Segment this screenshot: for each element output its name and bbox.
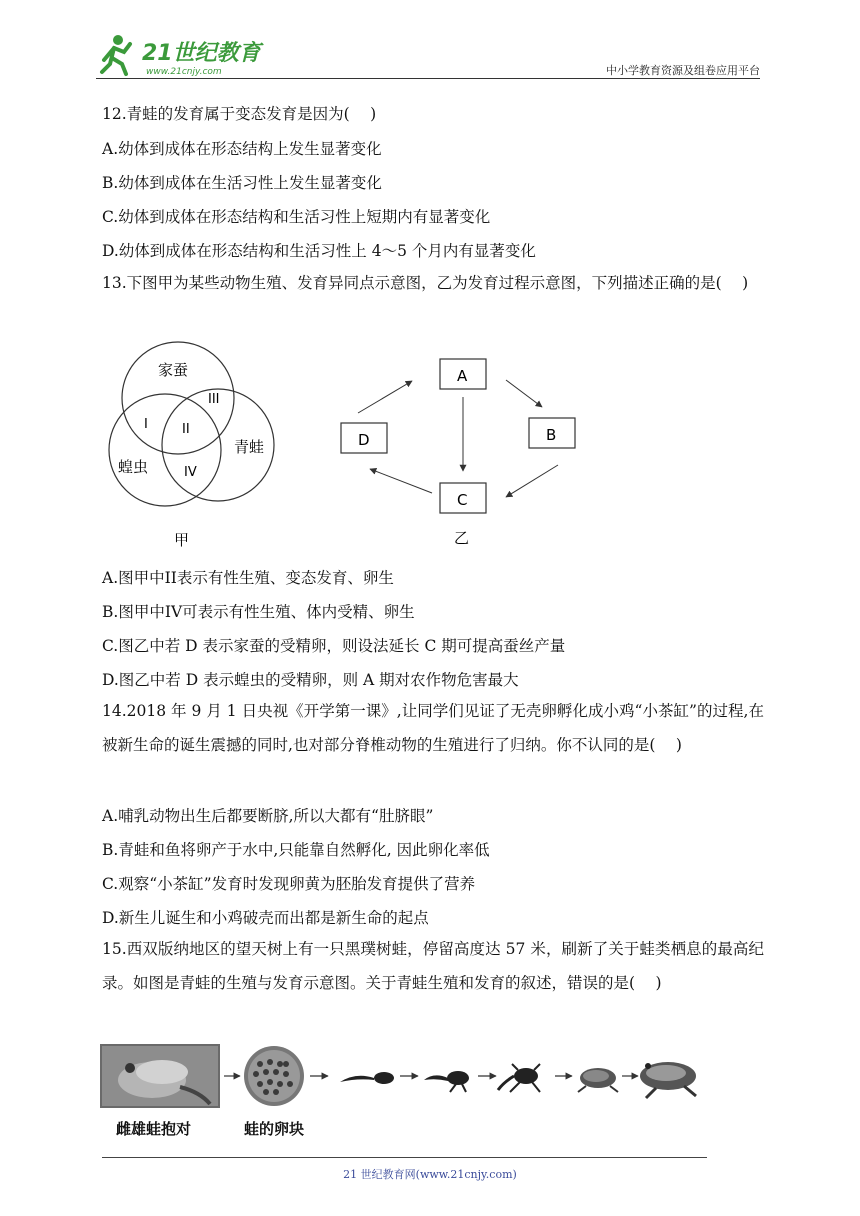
q12-option-c: C.幼体到成体在形态结构和生活习性上短期内有显著变化	[102, 208, 491, 226]
cycle-diagram	[330, 345, 590, 550]
region-3: III	[208, 392, 220, 407]
footer-divider	[102, 1157, 707, 1158]
tadpole-legs-icon	[424, 1071, 469, 1092]
q14-option-a: A.哺乳动物出生后都要断脐,所以大都有“肚脐眼”	[102, 807, 434, 825]
q14-option-c: C.观察“小茶缸”发育时发现卵黄为胚胎发育提供了营养	[102, 875, 476, 893]
platform-name: 中小学教育资源及组卷应用平台	[606, 64, 760, 77]
region-2: II	[182, 422, 190, 437]
caption-jia: 甲	[174, 531, 190, 549]
q13-option-a: A.图甲中II表示有性生殖、变态发育、卵生	[102, 569, 394, 587]
arrow-a-b	[506, 380, 542, 407]
q14-stem: 14.2018 年 9 月 1 日央视《开学第一课》,让同学们见证了无壳卵孵化成小鸡“小茶缸”的过程,在被新生命的诞生震撼的同时,也对部分脊椎动物的生殖进行了归纳。你不认同的是( )	[102, 702, 764, 754]
young-frog-icon	[578, 1068, 618, 1092]
q15-stem: 15.西双版纳地区的望天树上有一只黑璞树蛙，停留高度达 57 米，刷新了关于蛙类栖息的最高纪录。如图是青蛙的生殖与发育示意图。关于青蛙生殖和发育的叙述，错误的是( )	[102, 940, 764, 992]
page-header	[96, 30, 760, 80]
q12-option-a: A.幼体到成体在形态结构上发生显著变化	[102, 140, 382, 158]
venn-circle-locust	[109, 394, 221, 506]
arrow-c-d	[370, 469, 432, 493]
frog-development-figure	[100, 1042, 710, 1112]
q14-option-d: D.新生儿诞生和小鸡破壳而出都是新生命的起点	[102, 909, 429, 927]
q12-option-d: D.幼体到成体在形态结构和生活习性上 4～5 个月内有显著变化	[102, 242, 536, 260]
caption-egg-mass: 蛙的卵块	[244, 1120, 305, 1138]
q14-option-b: B.青蛙和鱼将卵产于水中,只能靠自然孵化, 因此卵化率低	[102, 841, 490, 859]
venn-diagram	[100, 340, 290, 550]
tadpole-icon	[340, 1072, 394, 1084]
arrow-b-c	[506, 465, 558, 497]
q13-option-b: B.图甲中IV可表示有性生殖、体内受精、卵生	[102, 603, 415, 621]
label-locust: 蝗虫	[118, 458, 149, 476]
svg-text:C: C	[457, 491, 468, 509]
q13-option-c: C.图乙中若 D 表示家蚕的受精卵，则设法延长 C 期可提高蚕丝产量	[102, 637, 566, 655]
header-divider	[96, 78, 760, 79]
mating-frogs-photo	[100, 1044, 220, 1108]
froglet-tail-icon	[498, 1064, 540, 1092]
caption-yi: 乙	[454, 529, 470, 547]
svg-text:D: D	[358, 431, 370, 449]
label-frog: 青蛙	[234, 438, 265, 456]
egg-mass-icon	[244, 1046, 304, 1106]
svg-text:B: B	[546, 426, 557, 444]
caption-mating-frogs: 雌雄蛙抱对	[116, 1120, 192, 1138]
region-4: IV	[184, 465, 197, 480]
svg-text:A: A	[457, 367, 468, 385]
logo	[96, 30, 276, 78]
label-silkworm: 家蚕	[158, 361, 189, 379]
region-1: I	[144, 417, 148, 432]
runner-icon	[102, 35, 130, 74]
q13-stem: 13.下图甲为某些动物生殖、发育异同点示意图，乙为发育过程示意图，下列描述正确的是( )	[102, 274, 749, 292]
adult-frog-icon	[640, 1062, 696, 1098]
q12-stem: 12.青蛙的发育属于变态发育是因为( )	[102, 105, 377, 123]
svg-text:21世纪教育: 21世纪教育	[142, 41, 261, 66]
arrow-d-a	[358, 381, 412, 413]
q13-option-d: D.图乙中若 D 表示蝗虫的受精卵，则 A 期对农作物危害最大	[102, 671, 519, 689]
svg-text:www.21cnjy.com: www.21cnjy.com	[146, 67, 222, 77]
footer-text: 21 世纪教育网(www.21cnjy.com)	[343, 1168, 517, 1181]
q12-option-b: B.幼体到成体在生活习性上发生显著变化	[102, 174, 382, 192]
